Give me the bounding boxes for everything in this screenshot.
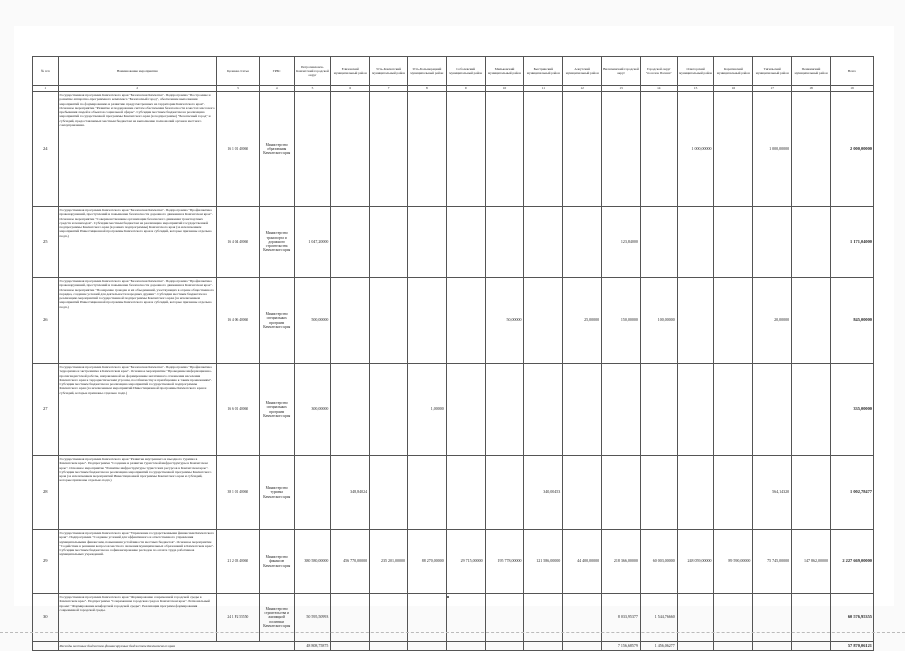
table-row — [33, 92, 874, 207]
amount-cell — [331, 207, 370, 278]
amount-cell — [563, 364, 602, 456]
amount-cell — [331, 364, 370, 456]
row-total-cell: 2 000,00000 — [830, 92, 873, 207]
amount-cell: 1,00000 — [407, 364, 446, 456]
page-center-dot — [447, 596, 449, 598]
amount-cell — [524, 278, 563, 364]
amount-cell — [407, 278, 446, 364]
header-municipality: Городской округ "поселок Палана" — [640, 57, 677, 86]
amount-cell: 456 770,00000 — [331, 530, 370, 594]
row-number-cell: 24 — [33, 92, 59, 207]
amount-cell — [407, 207, 446, 278]
footer-label: Расходы местных бюджетов финансируемые бюджетом Камчатского края — [58, 642, 294, 651]
grbs-cell: Министерство транспорта и дорожного строительства Камчатского края — [259, 207, 294, 278]
table-body — [33, 86, 874, 651]
amount-cell — [446, 456, 485, 530]
amount-cell — [602, 364, 641, 456]
amount-cell — [294, 456, 331, 530]
amount-cell — [677, 594, 714, 642]
target-article-cell: 21 2 03 40060 — [216, 530, 259, 594]
amount-cell: 218 366,00000 — [602, 530, 641, 594]
column-number-cell: 10 — [485, 86, 524, 92]
amount-cell: 500,00000 — [294, 278, 331, 364]
amount-cell — [677, 278, 714, 364]
amount-cell — [792, 207, 831, 278]
amount-cell — [602, 456, 641, 530]
amount-cell: 564,14320 — [753, 456, 792, 530]
amount-cell: 123,84000 — [602, 207, 641, 278]
amount-cell — [714, 364, 753, 456]
header-municipality: Олюторский муниципальный район — [677, 57, 714, 86]
target-article-cell: 16 4 04 40060 — [216, 207, 259, 278]
row-total-cell: 845,00000 — [830, 278, 873, 364]
amount-cell — [524, 207, 563, 278]
amount-cell — [446, 594, 485, 642]
amount-cell — [485, 92, 524, 207]
amount-cell: 44 400,00000 — [563, 530, 602, 594]
footer-empty-cell — [677, 642, 714, 651]
grbs-cell: Министерство финансов Камчатского края — [259, 530, 294, 594]
amount-cell — [331, 594, 370, 642]
amount-cell — [294, 92, 331, 207]
amount-cell — [677, 207, 714, 278]
amount-cell — [407, 92, 446, 207]
row-number-cell: 30 — [33, 594, 59, 642]
row-number-cell: 28 — [33, 456, 59, 530]
column-number-cell: 15 — [677, 86, 714, 92]
amount-cell — [563, 456, 602, 530]
amount-cell — [714, 92, 753, 207]
amount-cell: 235 201,00000 — [370, 530, 408, 594]
program-name-cell: Государственная программа Камчатского края "Управление государственными финансами Камчатского края". Подпрограмма "Создание условий для эффективного и ответственного управления муниципальными финансами, повышения устойчивости местных бюджетов". Основное мероприятие "Содействие в решении вопросов местного значения муниципальных образований в Камчатском крае". Субсидии местным бюджетам на софинансирование расходов по оплате труда работников муниципальных учреждений. — [58, 530, 216, 594]
row-total-cell: 2 227 669,00000 — [830, 530, 873, 594]
amount-cell: 8 033,95377 — [602, 594, 641, 642]
footer-empty-cell — [331, 642, 370, 651]
footer-empty-cell — [524, 642, 563, 651]
amount-cell — [485, 456, 524, 530]
footer-empty-cell — [563, 642, 602, 651]
amount-cell — [370, 278, 408, 364]
amount-cell — [563, 594, 602, 642]
amount-cell — [446, 92, 485, 207]
program-name-cell: Государственная программа Камчатского края "Формирование современной городской среды в Камчатском крае". Подпрограмма "Современная городская среда в Камчатском крае". Региональный проект "Формирование комфортной городской среды". Реализация программ формирования современной городской среды. — [58, 594, 216, 642]
column-number-cell: 7 — [370, 86, 408, 92]
amount-cell: 300,00000 — [294, 364, 331, 456]
amount-cell — [485, 364, 524, 456]
amount-cell — [714, 594, 753, 642]
amount-cell — [485, 207, 524, 278]
header-municipality: Соболевский муниципальный район — [446, 57, 485, 86]
amount-cell: 340,00453 — [524, 456, 563, 530]
amount-cell: 29 715,00000 — [446, 530, 485, 594]
amount-cell — [446, 278, 485, 364]
header-municipality: Алеутский муниципальный район — [563, 57, 602, 86]
header-municipality: Усть-Камчатский муниципальный район — [370, 57, 408, 86]
row-total-cell: 335,00000 — [830, 364, 873, 456]
program-name-cell: Государственная программа Камчатского края "Безопасная Камчатка". Подпрограмма "Профилактика правонарушений, преступлений и повышение безопасности дорожного движения в Камчатском крае". Основное мероприятие "Совершенствование организации безопасного движения транспортных средств и пешеходов". Субсидии местным бюджетам на реализацию мероприятий государственной подпрограммы Камчатского края (в рамках подпрограммы) Камчатского края (за исключением мероприятий Инвестиционной программы Камчатского края и субсидий, которые признаны отдельно подп.) — [58, 207, 216, 278]
amount-cell — [753, 207, 792, 278]
column-number-cell: 4 — [259, 86, 294, 92]
program-name-cell: Государственная программа Камчатского края "Безопасная Камчатка". Подпрограмма "Профилактика терроризма и экстремизма в Камчатском крае". Основное мероприятие "Проведение информационно-пропагандистской работы, направленной на формирование негативного отношения населения Камчатского края к террористическим угрозам, пособничеству и приобщению к таким проявлениям". Субсидии местным бюджетам на реализацию мероприятий государственной подпрограммы Камчатского края (за исключением мероприятий Инвестиционной программы Камчатского края и субсидий, которые признаны отдельно подп.) — [58, 364, 216, 456]
amount-cell — [677, 456, 714, 530]
row-total-cell: 1 171,04000 — [830, 207, 873, 278]
amount-cell: 1 544,76660 — [640, 594, 677, 642]
amount-cell — [563, 207, 602, 278]
amount-cell: 348,84024 — [331, 456, 370, 530]
amount-cell — [792, 278, 831, 364]
amount-cell — [331, 92, 370, 207]
column-number-cell: 12 — [563, 86, 602, 92]
amount-cell — [792, 594, 831, 642]
header-municipality: Петропавловск-Камчатский городской округ — [294, 57, 331, 86]
header-municipality: Мильковский муниципальный район — [485, 57, 524, 86]
column-number-cell: 16 — [714, 86, 753, 92]
row-total-cell: 60 576,95355 — [830, 594, 873, 642]
amount-cell — [792, 92, 831, 207]
amount-cell: 1 047,20000 — [294, 207, 331, 278]
header-name: Наименование мероприятия — [58, 57, 216, 86]
amount-cell: 121 586,00000 — [524, 530, 563, 594]
amount-cell: 50,00000 — [485, 278, 524, 364]
target-article-cell: 16 1 01 40060 — [216, 92, 259, 207]
column-number-cell: 14 — [640, 86, 677, 92]
program-name-cell: Государственная программа Камчатского края "Безопасная Камчатка". Подпрограмма "Построение и развитие аппаратно-программного комплекса "Безопасный город", обеспечение выполнения мероприятий по формированию и развитию предусмотренных на территории Камчатского края". Основное мероприятие "Развитие и поддержание систем обеспечения безопасности в местах массового пребывания людей и объектов социальной сферы". Субсидии местным бюджетам на реализацию мероприятий государственной программы Камчатского края (в подпрограмме) "Безопасный город" и субсидий, предоставляемых местным бюджетам на выполнение полномочий органов местного самоуправления. — [58, 92, 216, 207]
column-number-cell: 11 — [524, 86, 563, 92]
table-row — [33, 207, 874, 278]
footer-row — [33, 642, 874, 651]
row-total-cell: 1 002,78477 — [830, 456, 873, 530]
footer-empty-cell — [753, 642, 792, 651]
amount-cell: 20,00000 — [753, 278, 792, 364]
row-number-cell: 29 — [33, 530, 59, 594]
header-total: Всего — [830, 57, 873, 86]
amount-cell — [753, 364, 792, 456]
header-municipality: Пенжинский муниципальный район — [792, 57, 831, 86]
footer-empty-cell — [407, 642, 446, 651]
amount-cell — [370, 594, 408, 642]
row-number-cell: 27 — [33, 364, 59, 456]
amount-cell — [792, 456, 831, 530]
footer-total: 57 870,06121 — [830, 642, 873, 651]
column-number-cell: 1 — [33, 86, 59, 92]
amount-cell: 147 862,00000 — [792, 530, 831, 594]
footer-empty-cell — [33, 642, 59, 651]
amount-cell: 25,00000 — [563, 278, 602, 364]
amount-cell — [407, 456, 446, 530]
amount-cell — [640, 364, 677, 456]
footer-value-palana: 1 456,06277 — [640, 642, 677, 651]
amount-cell: 60 003,00000 — [640, 530, 677, 594]
target-article-cell: 16 4 06 40060 — [216, 278, 259, 364]
header-municipality: Карагинский муниципальный район — [714, 57, 753, 86]
header-csr: Целевая статья — [216, 57, 259, 86]
column-number-cell: 19 — [830, 86, 873, 92]
table-row — [33, 530, 874, 594]
target-article-cell: 38 1 01 40060 — [216, 456, 259, 530]
header-no: № п/п — [33, 57, 59, 86]
footer-value-pk: 48 808,75875 — [294, 642, 331, 651]
table-row — [33, 456, 874, 530]
amount-cell: 248 059,00000 — [677, 530, 714, 594]
amount-cell: 89 590,00000 — [714, 530, 753, 594]
column-number-cell: 3 — [216, 86, 259, 92]
amount-cell — [714, 207, 753, 278]
table-row — [33, 278, 874, 364]
footer-empty-cell — [485, 642, 524, 651]
column-number-cell: 18 — [792, 86, 831, 92]
amount-cell — [370, 364, 408, 456]
amount-cell — [446, 364, 485, 456]
column-number-cell: 17 — [753, 86, 792, 92]
header-municipality: Елизовский муниципальный район — [331, 57, 370, 86]
column-number-cell: 13 — [602, 86, 641, 92]
amount-cell — [792, 364, 831, 456]
amount-cell — [485, 594, 524, 642]
column-number-cell: 5 — [294, 86, 331, 92]
amount-cell: 150,00000 — [602, 278, 641, 364]
subsidy-distribution-table — [32, 56, 874, 651]
footer-value-vil: 7 156,68579 — [602, 642, 641, 651]
grbs-cell: Министерство специальных программ Камчатского края — [259, 364, 294, 456]
column-number-cell: 9 — [446, 86, 485, 92]
amount-cell: 100,00000 — [640, 278, 677, 364]
grbs-cell: Министерство специальных программ Камчатского края — [259, 278, 294, 364]
footer-empty-cell — [792, 642, 831, 651]
amount-cell — [370, 207, 408, 278]
amount-cell — [524, 594, 563, 642]
amount-cell — [563, 92, 602, 207]
header-municipality: Вилючинский городской округ — [602, 57, 641, 86]
amount-cell — [331, 278, 370, 364]
amount-cell: 75 745,00000 — [753, 530, 792, 594]
header-municipality: Быстринский муниципальный район — [524, 57, 563, 86]
grbs-cell: Министерство образования Камчатского края — [259, 92, 294, 207]
amount-cell — [677, 364, 714, 456]
amount-cell: 50 595,50993 — [294, 594, 331, 642]
amount-cell — [640, 92, 677, 207]
amount-cell — [524, 92, 563, 207]
header-row — [33, 57, 874, 86]
amount-cell — [640, 456, 677, 530]
row-number-cell: 26 — [33, 278, 59, 364]
footer-empty-cell — [714, 642, 753, 651]
amount-cell — [714, 278, 753, 364]
amount-cell — [602, 92, 641, 207]
program-name-cell: Государственная программа Камчатского края "Развитие внутреннего и въездного туризма в Камчатском крае". Подпрограмма "Создание и развитие туристской инфраструктуры в Камчатском крае". Основное мероприятие "Развитие инфраструктуры туристских ресурсов в Камчатском крае". Субсидии местным бюджетам на реализацию мероприятий государственной программы Камчатского края (за исключением мероприятий Инвестиционной программы Камчатского края и субсидий, которые признаны отдельно подп.) — [58, 456, 216, 530]
amount-cell — [640, 207, 677, 278]
amount-cell: 88 270,00000 — [407, 530, 446, 594]
amount-cell — [753, 594, 792, 642]
table-row — [33, 364, 874, 456]
footer-empty-cell — [446, 642, 485, 651]
grbs-cell: Министерство строительства и жилищной политики Камчатского края — [259, 594, 294, 642]
target-article-cell: 16 6 01 40060 — [216, 364, 259, 456]
target-article-cell: 24 1 F2 55550 — [216, 594, 259, 642]
row-number-cell: 25 — [33, 207, 59, 278]
program-name-cell: Государственная программа Камчатского края "Безопасная Камчатка". Подпрограмма "Профилактика правонарушений, преступлений и повышение безопасности дорожного движения в Камчатском крае". Основное мероприятие "Поощрение граждан и их объединений, участвующих в охране общественного порядка, создание условий для деятельности народных дружин". Субсидии местным бюджетам на реализацию мероприятий государственной подпрограммы Камчатского края (за исключением мероприятий Инвестиционной программы Камчатского края и субсидий, которые признаны отдельно подп.) — [58, 278, 216, 364]
column-number-cell: 8 — [407, 86, 446, 92]
amount-cell — [524, 364, 563, 456]
header-grbs: ГРБС — [259, 57, 294, 86]
amount-cell: 195 778,00000 — [485, 530, 524, 594]
grbs-cell: Министерство туризма Камчатского края — [259, 456, 294, 530]
table-row — [33, 594, 874, 642]
amount-cell — [714, 456, 753, 530]
amount-cell — [407, 594, 446, 642]
amount-cell: 380 580,00000 — [294, 530, 331, 594]
scan-edge-line — [0, 632, 905, 633]
amount-cell: 1 000,00000 — [677, 92, 714, 207]
column-number-cell: 6 — [331, 86, 370, 92]
footer-empty-cell — [370, 642, 408, 651]
header-municipality: Усть-Большерецкий муниципальный район — [407, 57, 446, 86]
header-municipality: Тигильский муниципальный район — [753, 57, 792, 86]
amount-cell — [370, 92, 408, 207]
amount-cell: 1 000,00000 — [753, 92, 792, 207]
amount-cell — [446, 207, 485, 278]
document-sheet — [14, 26, 894, 648]
column-number-cell: 2 — [58, 86, 216, 92]
amount-cell — [370, 456, 408, 530]
